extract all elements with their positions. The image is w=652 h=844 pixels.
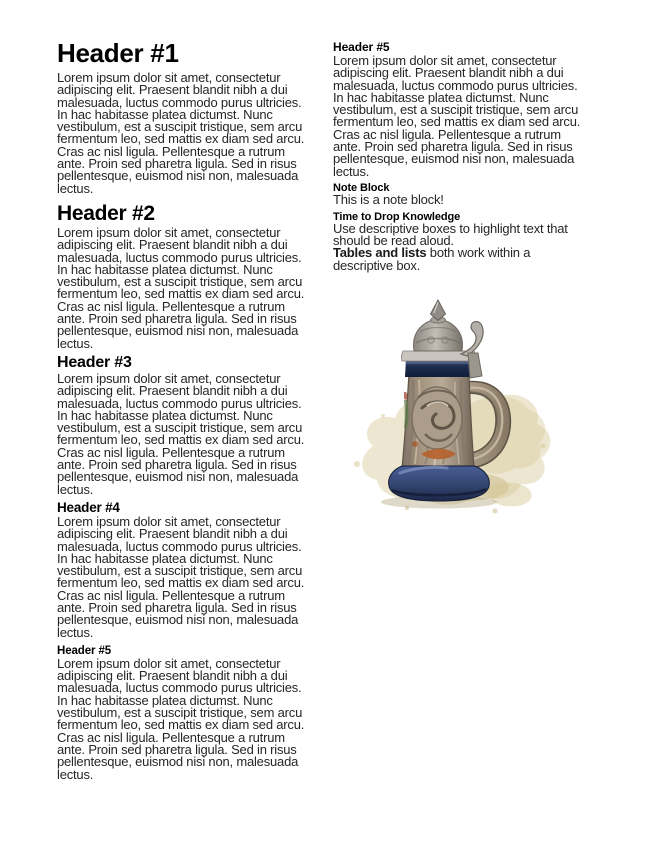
tables-lists-text <box>333 247 591 272</box>
stein-base <box>389 466 490 501</box>
knowledge-heading: Time to Drop Knowledge <box>333 210 461 223</box>
heading-5: Header #5 <box>57 644 112 657</box>
paragraph-lorem: Lorem ipsum dolor sit amet, consectetur adipiscing elit. Praesent blandit nibh a dui malesuada, luctus commodo purus ultricies. In hac habitasse platea dictumst. Nunc vestibulum, est a suscipit tristique, sem arcu fermentum leo, sed mattis ex diam sed arcu. Cras ac nisl ligula. Pellentesque a rutrum ante. Proin sed pharetra ligula. Sed in risus pellentesque, euismod nisi non, malesuada lectus. <box>57 513 305 640</box>
heading-1: Header #1 <box>57 38 179 68</box>
paragraph-lorem: Lorem ipsum dolor sit amet, consectetur adipiscing elit. Praesent blandit nibh a dui malesuada, luctus commodo purus ultricies. In hac habitasse platea dictumst. Nunc vestibulum, est a suscipit tristique, sem arcu fermentum leo, sed mattis ex diam sed arcu. Cras ac nisl ligula. Pellentesque a rutrum ante. Proin sed pharetra ligula. Sed in risus pellentesque, euismod nisi non, malesuada lectus. <box>57 370 305 497</box>
note-block-heading: Note Block <box>333 181 390 194</box>
stein-body <box>402 374 474 468</box>
paragraph-lorem: Lorem ipsum dolor sit amet, consectetur adipiscing elit. Praesent blandit nibh a dui malesuada, luctus commodo purus ultricies. In hac habitasse platea dictumst. Nunc vestibulum, est a suscipit tristique, sem arcu fermentum leo, sed mattis ex diam sed arcu. Cras ac nisl ligula. Pellentesque a rutrum ante. Proin sed pharetra ligula. Sed in risus pellentesque, euismod nisi non, malesuada lectus. <box>57 655 305 782</box>
heading-3: Header #3 <box>57 353 132 371</box>
stein-lid <box>414 300 463 351</box>
note-block-text: This is a note block! <box>333 192 444 208</box>
beer-stein-illustration <box>343 296 555 516</box>
paragraph-lorem: Lorem ipsum dolor sit amet, consectetur adipiscing elit. Praesent blandit nibh a dui malesuada, luctus commodo purus ultricies. In hac habitasse platea dictumst. Nunc vestibulum, est a suscipit tristique, sem arcu fermentum leo, sed mattis ex diam sed arcu. Cras ac nisl ligula. Pellentesque a rutrum ante. Proin sed pharetra ligula. Sed in risus pellentesque, euismod nisi non, malesuada lectus. <box>57 70 305 196</box>
paragraph-lorem: Lorem ipsum dolor sit amet, consectetur adipiscing elit. Praesent blandit nibh a dui malesuada, luctus commodo purus ultricies. In hac habitasse platea dictumst. Nunc vestibulum, est a suscipit tristique, sem arcu fermentum leo, sed mattis ex diam sed arcu. Cras ac nisl ligula. Pellentesque a rutrum ante. Proin sed pharetra ligula. Sed in risus pellentesque, euismod nisi non, malesuada lectus. <box>57 224 305 351</box>
left-column <box>57 40 310 781</box>
heading-4: Header #4 <box>57 499 120 515</box>
heading-2: Header #2 <box>57 201 155 225</box>
two-column-layout <box>57 40 591 781</box>
tables-lists-bold-lead: Tables and lists <box>333 245 427 261</box>
heading-5-right: Header #5 <box>333 40 390 54</box>
paragraph-lorem: Lorem ipsum dolor sit amet, consectetur adipiscing elit. Praesent blandit nibh a dui malesuada, luctus commodo purus ultricies. In hac habitasse platea dictumst. Nunc vestibulum, est a suscipit tristique, sem arcu fermentum leo, sed mattis ex diam sed arcu. Cras ac nisl ligula. Pellentesque a rutrum ante. Proin sed pharetra ligula. Sed in risus pellentesque, euismod nisi non, malesuada lectus. <box>333 53 581 179</box>
knowledge-text: Use descriptive boxes to highlight text that should be read aloud. <box>333 220 568 249</box>
right-column <box>333 40 591 521</box>
tables-lists-rest: both work within a descriptive box. <box>333 245 531 273</box>
